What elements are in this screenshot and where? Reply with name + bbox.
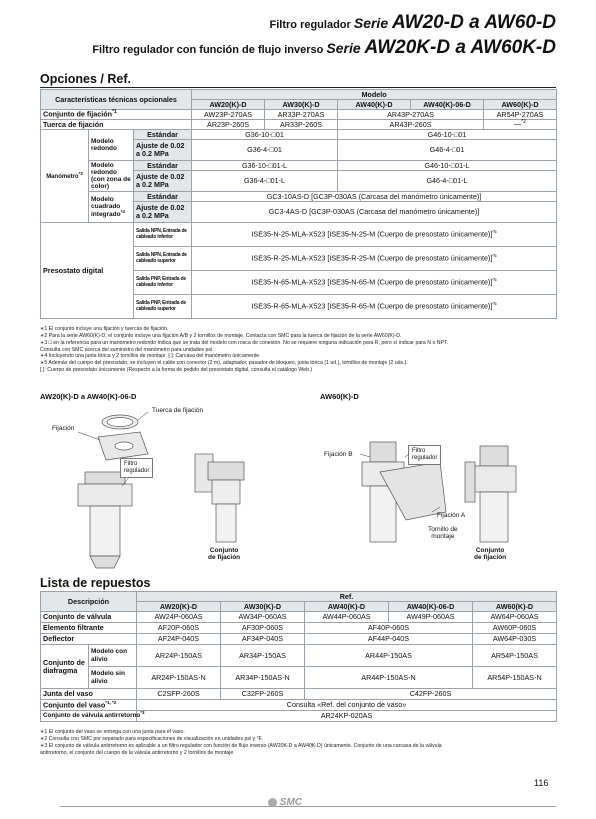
left-figure-title: AW20(K)-D a AW40(K)-06-D [40,392,137,401]
switch-type: Salida PNP, Entrada de cableado inferior [134,271,192,295]
cell: Consulta «Ref. del conjunto de vaso» [137,700,557,711]
title-prefix: Filtro regulador con función de flujo inverso [92,44,327,56]
cell: ISE35-R-65-MLA-X523 [ISE35-R-65-M (Cuerpo de presostato únicamente)]$^{*5}$ [192,295,557,319]
table-row [41,667,557,689]
model-col: AW40(K)-D [305,602,389,612]
cell: C42FP-260S [305,689,557,700]
label-bracket-b: Fijación B [324,451,353,458]
label-screw: Tornillo de montaje [428,526,458,540]
cell: G46-4-□01-L [338,171,557,192]
table-row [41,120,557,130]
cell: C32FP-260S [221,689,305,700]
cell: ISE35-N-25-MLA-X523 [ISE35-N-25-M (Cuerpo de presostato únicamente)]$^{*5}$ [192,223,557,247]
std-label: Estándar [134,161,192,171]
adj-label: Ajuste de 0.02 a 0.2 MPa [134,140,192,161]
model-col: AW30(K)-D [221,602,305,612]
row-label: Tuerca de fijación [41,120,192,130]
note: antirretorno, el conjunto del cuerpo de la válvula antirretorno y 2 tornillos de montaje [40,749,234,756]
gauge-label: Manómetro$^{*3}$ [41,130,89,223]
model-range: AW20-D a AW60-D [392,12,556,33]
label-filter-regulator: Filtro regulador [120,458,153,478]
table-row [41,689,557,700]
model-col: AW40(K)-06-D [411,100,484,110]
series-title-2 [92,37,556,59]
note: ∗2 Consulta con SMC por separado para especificaciones de visualización en unidades psi y °F. [40,735,263,742]
row-label: Junta del vaso [41,689,137,700]
row-label: Elemento filtrante [41,623,137,634]
cell: AR54P-150AS-N [473,667,557,689]
right-figure-title: AW60(K)-D [320,392,359,401]
label-assembly-right: Conjunto de fijación [474,547,507,561]
table-row [41,711,557,722]
cell: GC3-10AS-D [GC3P-030AS (Carcasa del manómetro únicamente)] [192,192,557,202]
table-row [41,623,557,634]
cell: G36-4-□01-L [192,171,338,192]
header-model: Modelo [192,90,557,100]
square-gauge-label: Modelo cuadrado integrado$^{*4}$ [89,192,134,223]
cell: —$^{*2}$ [484,120,557,130]
cell: AR33P-270AS [265,110,338,120]
std-label: Estándar [134,130,192,140]
cell: ISE35-N-65-MLA-X523 [ISE35-N-65-M (Cuerpo de presostato únicamente)]$^{*5}$ [192,271,557,295]
table-row [41,700,557,711]
cell: AR44P-150AS-N [305,667,473,689]
series-title-1 [270,12,556,34]
cell: AR54P-270AS [484,110,557,120]
cell: AR24P-150AS [137,645,221,667]
smc-logo [268,797,302,808]
cell: AW34P-060AS [221,612,305,623]
cell: G46-10-□01-L [338,161,557,171]
cell: AR44P-150AS [305,645,473,667]
options-table [40,89,557,319]
model-col: AW40(K)-D [338,100,411,110]
parts-notes [40,729,556,756]
cell: AF24P-040S [137,634,221,645]
cell: AF40P-060S [305,623,473,634]
cell: G46-10-□01 [338,130,557,140]
cell: G46-4-□01 [338,140,557,161]
cell: G36-4-□01 [192,140,338,161]
cell: AF34P-040S [221,634,305,645]
cell: AR24P-150AS-N [137,667,221,689]
note: ∗2 Para la serie AW60(K)-D, el conjunto incluye una fijación A/B y 2 tornillos de montaje. Contacta con SMC para la tuerca de fijación de la serie AW60(K)-D. [40,332,402,339]
cell: AR34P-150AS-N [221,667,305,689]
model-col: AW30(K)-D [265,100,338,110]
label-assembly-left: Conjunto de fijación [208,547,241,561]
table-row [41,645,557,667]
label-bracket-a: Fijación A [437,512,466,519]
model-col: AW20(K)-D [137,602,221,612]
parts-heading: Lista de repuestos [40,576,556,592]
sub-label: Modelo sin alivio [89,667,137,689]
cell: G36-10-□01 [192,130,338,140]
smc-logo-icon [268,798,277,807]
cell: G36-10-□01-L [192,161,338,171]
cell: AR43P-260S [338,120,484,130]
adj-label: Ajuste de 0.02 a 0.2 MPa [134,202,192,223]
header-description: Descripción [41,592,137,612]
switch-type: Salida PNP, Entrada de cableado superior [134,295,192,319]
color-gauge-label: Modelo redondo (con zona de color) [89,161,134,192]
model-col: AW60(K)-D [484,100,557,110]
cell: C2SFP-260S [137,689,221,700]
cell: AW23P-270AS [192,110,265,120]
row-label: Conjunto del vaso$^{*1, *2}$ [41,700,137,711]
cell: AW49P-060AS [389,612,473,623]
logo-text: SMC [279,797,303,808]
table-row [41,110,557,120]
note: ∗3 □ en la referencia para un manómetro redondo indica que se trata del modelo con rosca de conexión. No se requiere ninguna indicación para R, pero sí indicar para N o NPT. [40,339,449,346]
sub-label: Modelo con alivio [89,645,137,667]
footer-rule [60,806,556,807]
cell: AR24KP-020AS [137,711,557,722]
cell: AW44P-060AS [305,612,389,623]
cell: AR34P-150AS [221,645,305,667]
note: Consulta con SMC acerca del suministro del manómetro para unidades psi. [40,346,214,353]
cell: AW24P-060AS [137,612,221,623]
table-row [41,612,557,623]
header-ref: Ref. [137,592,557,602]
options-notes [40,326,556,374]
options-heading: Opciones / Ref. [40,72,556,88]
adj-label: Ajuste de 0.02 a 0.2 MPa [134,171,192,192]
serie-word: Serie [353,15,392,31]
cell: AF20P-060S [137,623,221,634]
row-label: Conjunto de válvula antirretorno$^{*3}$ [41,711,137,722]
cell: AW60P-060S [473,623,557,634]
switch-type: Salida NPN, Entrada de cableado superior [134,247,192,271]
cell: AF30P-060S [221,623,305,634]
parts-table [40,591,557,722]
note: ∗1 El conjunto incluye una fijación y tuercas de fijación. [40,326,169,332]
table-row [41,634,557,645]
model-col: AW60(K)-D [473,602,557,612]
note: ∗5 Además del cuerpo del presostato, se incluyen el cable con conector (2 m), adaptador, pasador de bloqueo, junta tórica (1 ud.), tornillos de montaje (2 uds.). [40,360,408,367]
cell: GC3-4AS-D [GC3P-030AS (Carcasa del manómetro únicamente)] [192,202,557,223]
cell: ISE35-R-25-MLA-X523 [ISE35-R-25-M (Cuerpo de presostato únicamente)]$^{*5}$ [192,247,557,271]
cell: AR33P-260S [265,120,338,130]
model-col: AW20(K)-D [192,100,265,110]
note: ∗4 Incluyendo una junta tórica y 2 tornillos de montaje. [ ]: Carcasa del manómetro únicamente [40,353,260,360]
row-label: Deflector [41,634,137,645]
title-prefix: Filtro regulador [269,19,354,31]
cell: AW64P-060AS [473,612,557,623]
label-nut: Tuerca de fijación [152,407,204,414]
note: [ ]: Cuerpo de presostato únicamente (Respecto a la forma de pedido del presostato digital, consulta el catálogo Web.) [40,367,313,374]
note: ∗3 El conjunto de válvula antirretorno es aplicable a un filtro regulador con función de flujo inverso (AW20K-D a AW40K-D) únicamente. Conjunto de una carcasa de la válvula [40,742,442,749]
serie-word: Serie [326,40,365,56]
row-label: Conjunto de fijación$^{*1}$ [41,110,192,120]
cell: AF44P-040S [305,634,473,645]
row-label: Conjunto de válvula [41,612,137,623]
label-bracket: Fijación [52,425,75,432]
row-label: Conjunto de diafragma [41,645,89,689]
note: ∗1 El conjunto del vaso se entrega con una junta para el vaso. [40,729,185,735]
cell: AR23P-260S [192,120,265,130]
page-number: 116 [534,778,549,788]
model-col: AW40(K)-06-D [389,602,473,612]
switch-type: Salida NPN, Entrada de cableado inferior [134,223,192,247]
cell: AR54P-150AS [473,645,557,667]
std-label: Estándar [134,192,192,202]
cell: AR43P-270AS [338,110,484,120]
round-gauge-label: Modelo redondo [89,130,134,161]
label-filter-regulator-right: Filtro regulador [408,445,441,465]
switch-label: Presostato digital [41,223,134,319]
cell: AW64P-030S [473,634,557,645]
model-range: AW20K-D a AW60K-D [364,37,556,58]
header-characteristics: Características técnicas opcionales [41,90,192,110]
